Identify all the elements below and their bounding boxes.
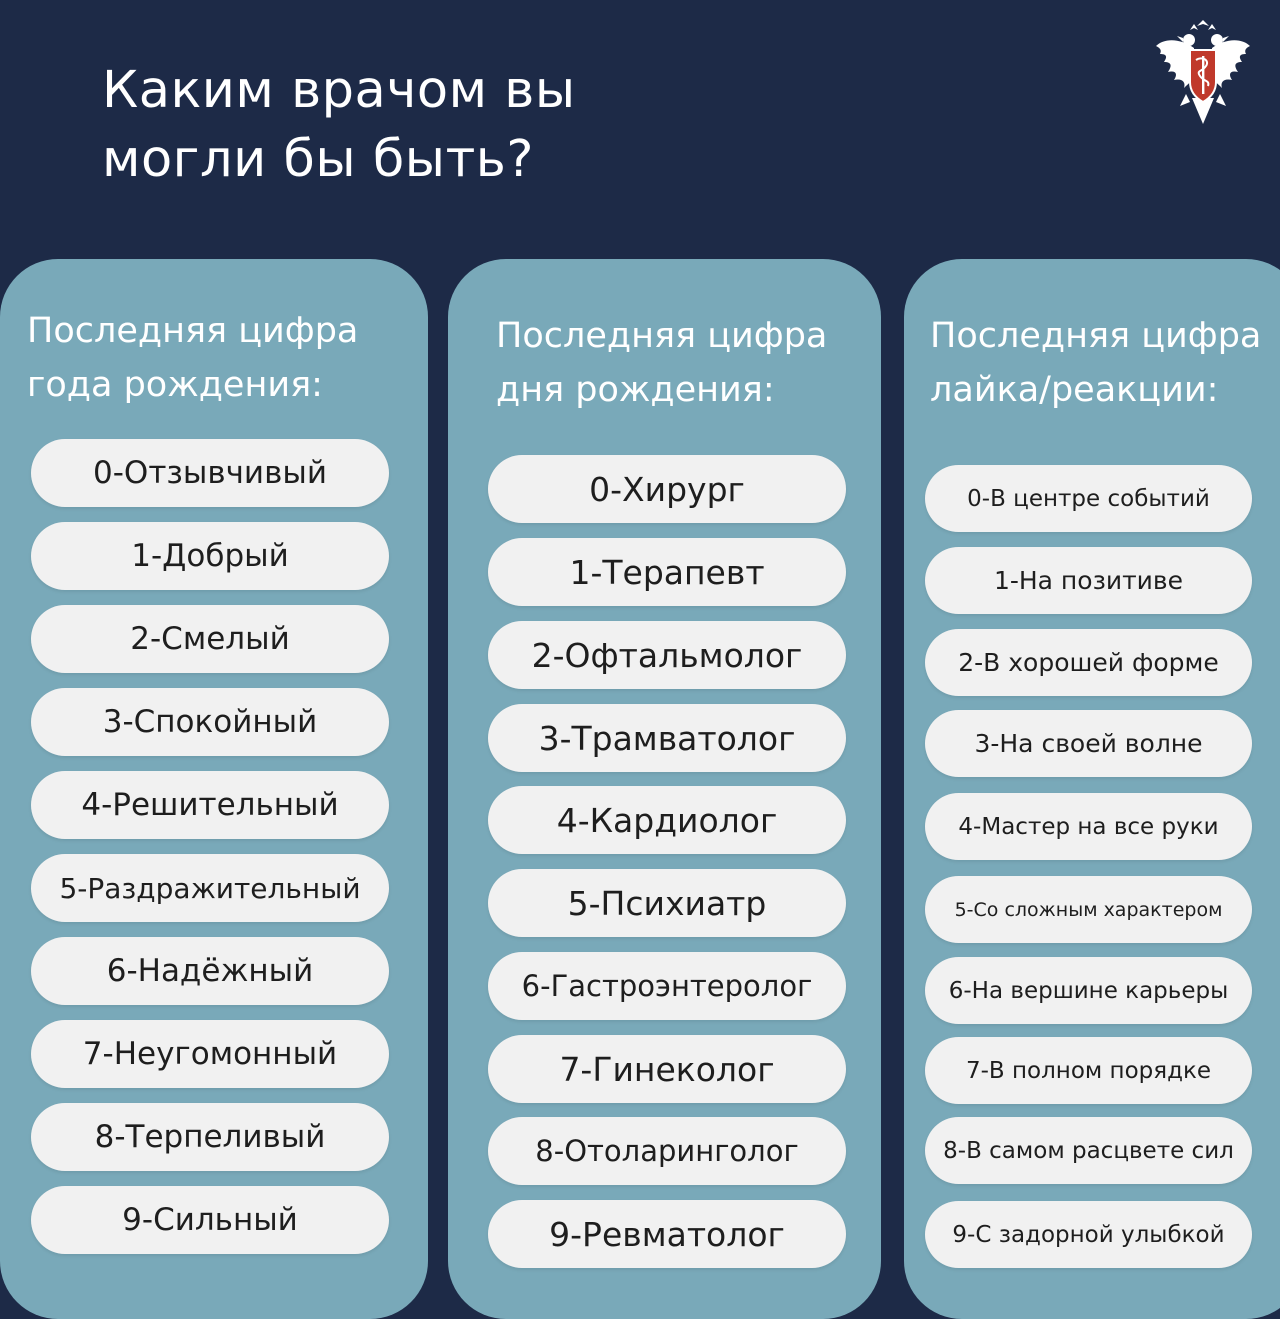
column-heading xyxy=(930,309,1261,417)
list-item: 7-Гинеколог xyxy=(488,1035,846,1103)
column-heading-line-2: лайка/реакции: xyxy=(930,370,1219,410)
list-item: 0-Хирург xyxy=(488,455,846,523)
list-item: 5-Со сложным характером xyxy=(925,876,1252,943)
column-heading-line-1: Последняя цифра xyxy=(496,316,828,356)
page-title-line-1: Каким врачом вы xyxy=(102,61,576,120)
coat-of-arms-emblem-icon xyxy=(1150,20,1256,132)
list-item: 4-Кардиолог xyxy=(488,786,846,854)
list-item: 4-Решительный xyxy=(31,771,389,839)
list-item: 1-Терапевт xyxy=(488,538,846,606)
list-item: 6-Гастроэнтеролог xyxy=(488,952,846,1020)
list-item: 0-Отзывчивый xyxy=(31,439,389,507)
list-item: 2-Офтальмолог xyxy=(488,621,846,689)
list-item: 0-В центре событий xyxy=(925,465,1252,532)
column-heading-line-1: Последняя цифра xyxy=(930,316,1262,356)
list-item: 6-На вершине карьеры xyxy=(925,957,1252,1024)
list-item: 2-В хорошей форме xyxy=(925,629,1252,696)
list-item: 8-Терпеливый xyxy=(31,1103,389,1171)
list-item: 4-Мастер на все руки xyxy=(925,793,1252,860)
list-item: 5-Раздражительный xyxy=(31,854,389,922)
list-item: 3-Спокойный xyxy=(31,688,389,756)
list-item: 3-На своей волне xyxy=(925,710,1252,777)
column-heading-line-2: года рождения: xyxy=(27,365,323,405)
column-year-of-birth xyxy=(0,259,428,1319)
column-like-reaction xyxy=(904,259,1280,1319)
list-item: 8-В самом расцвете сил xyxy=(925,1117,1252,1184)
list-item: 9-С задорной улыбкой xyxy=(925,1201,1252,1268)
page-title-line-2: могли бы быть? xyxy=(102,130,534,189)
list-item: 1-На позитиве xyxy=(925,547,1252,614)
page-title xyxy=(102,56,576,194)
list-item: 2-Смелый xyxy=(31,605,389,673)
list-item: 7-В полном порядке xyxy=(925,1037,1252,1104)
list-item: 9-Ревматолог xyxy=(488,1200,846,1268)
column-day-of-birth xyxy=(448,259,881,1319)
list-item: 3-Трамватолог xyxy=(488,704,846,772)
column-heading xyxy=(27,304,358,412)
list-item: 6-Надёжный xyxy=(31,937,389,1005)
column-heading xyxy=(496,309,827,417)
list-item: 1-Добрый xyxy=(31,522,389,590)
column-heading-line-1: Последняя цифра xyxy=(27,311,359,351)
list-item: 5-Психиатр xyxy=(488,869,846,937)
column-heading-line-2: дня рождения: xyxy=(496,370,775,410)
list-item: 9-Сильный xyxy=(31,1186,389,1254)
list-item: 8-Отоларинголог xyxy=(488,1117,846,1185)
list-item: 7-Неугомонный xyxy=(31,1020,389,1088)
